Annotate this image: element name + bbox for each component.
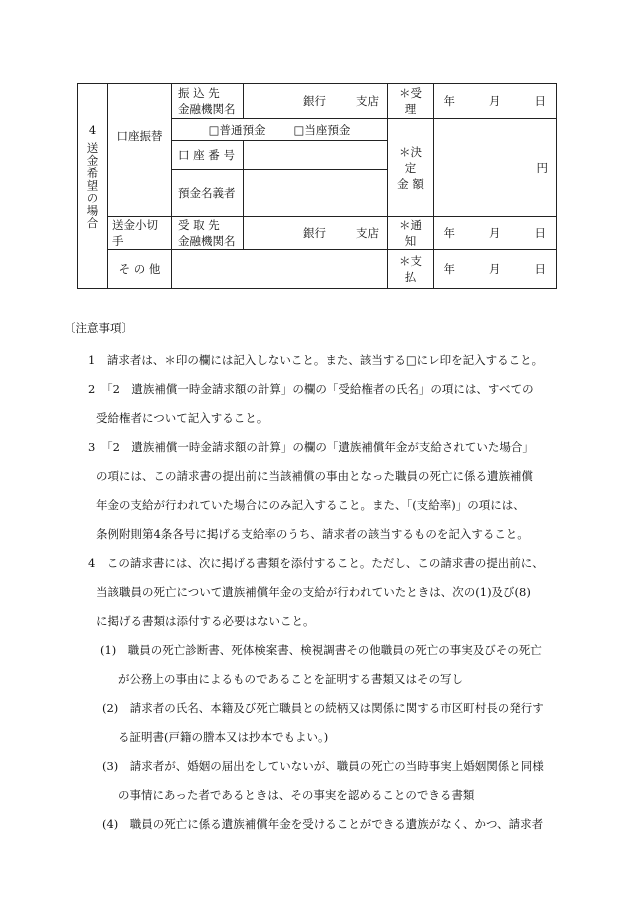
note-line: 1 請求者は、＊印の欄には記入しないこと。また、該当する□にレ印を記入すること。	[88, 353, 544, 367]
koza-bango-field[interactable]	[244, 141, 388, 170]
note-line: 当該職員の死亡について遺族補償年金の支給が行われていたときは、次の(1)及び(8)	[96, 585, 531, 599]
note-line: (3) 請求者が、婚姻の届出をしていないが、職員の死亡の当時事実上婚姻関係と同様	[102, 759, 544, 773]
note-line: (4) 職員の死亡に係る遺族補償年金を受けることができる遺族がなく、かつ、請求者	[102, 817, 544, 831]
note-line: る証明書(戸籍の謄本又は抄本でもよい。)	[118, 730, 329, 744]
note-line: (1) 職員の死亡診断書、死体検案書、検視調書その他職員の死亡の事実及びその死亡	[100, 643, 542, 657]
juri-label: ＊受 理	[388, 84, 434, 119]
section-4-header	[78, 84, 108, 289]
uketori-label: 受 取 先 金融機関名	[172, 217, 244, 250]
koza-bango-label: 口 座 番 号	[172, 141, 244, 170]
juri-date-field[interactable]: 年 月 日	[434, 84, 557, 119]
note-line: 条例附則第4条各号に掲げる支給率のうち、請求者の該当するものを記入すること。	[96, 527, 529, 541]
section-number: 4	[88, 123, 97, 137]
note-line: 年金の支給が行われていた場合にのみ記入すること。また、「(支給率)」の項には、	[96, 498, 525, 512]
furikomi-label: 振 込 先 金融機関名	[172, 84, 244, 119]
furikomi-bank-field[interactable]: 銀行 支店	[244, 84, 388, 119]
note-line: 2 「2 遺族補償一時金請求額の計算」の欄の「受給権者の氏名」の項には、すべての	[88, 382, 534, 396]
note-line: 受給権者について記入すること。	[96, 411, 269, 425]
note-line: が公務上の事由によるものであることを証明する書類又はその写し	[118, 672, 463, 686]
remittance-form-table	[77, 83, 557, 289]
account-type-row	[172, 119, 388, 141]
meigi-field[interactable]	[244, 170, 388, 217]
note-line: に掲げる書類は添付する必要はないこと。	[96, 614, 315, 628]
note-line: 3 「2 遺族補償一時金請求額の計算」の欄の「遺族補償年金が支給されていた場合」	[88, 440, 534, 454]
note-line: (2) 請求者の氏名、本籍及び死亡職員との続柄又は関係に関する市区町村長の発行す	[102, 701, 544, 715]
tsuchi-label: ＊通 知	[388, 217, 434, 250]
kogitte-label: 送金小切 手	[108, 217, 172, 250]
futsu-checkbox[interactable]: □普通預金	[208, 122, 266, 137]
sonota-label: そ の 他	[108, 250, 172, 289]
section-title: 送金希望の場合	[85, 142, 100, 230]
sonota-field[interactable]	[172, 250, 388, 289]
koza-furikae-label: 口座振替	[108, 84, 172, 217]
tsuchi-date-field[interactable]: 年 月 日	[434, 217, 557, 250]
toza-checkbox[interactable]: □当座預金	[293, 122, 351, 137]
note-line: の項には、この請求書の提出前に当該補償の事由となった職員の死亡に係る遺族補償	[96, 469, 533, 483]
meigi-label: 預金名義者	[172, 170, 244, 217]
uketori-bank-field[interactable]: 銀行 支店	[244, 217, 388, 250]
kettei-label: ＊決 定 金 額	[388, 119, 434, 217]
notes-title: 〔注意事項〕	[64, 321, 133, 335]
note-line: の事情にあった者であるときは、その事実を認めることのできる書類	[118, 788, 475, 802]
kettei-amount-field[interactable]: 円	[434, 119, 557, 217]
shiharai-date-field[interactable]: 年 月 日	[434, 250, 557, 289]
shiharai-label: ＊支 払	[388, 250, 434, 289]
note-line: 4 この請求書には、次に掲げる書類を添付すること。ただし、この請求書の提出前に、	[88, 556, 544, 570]
